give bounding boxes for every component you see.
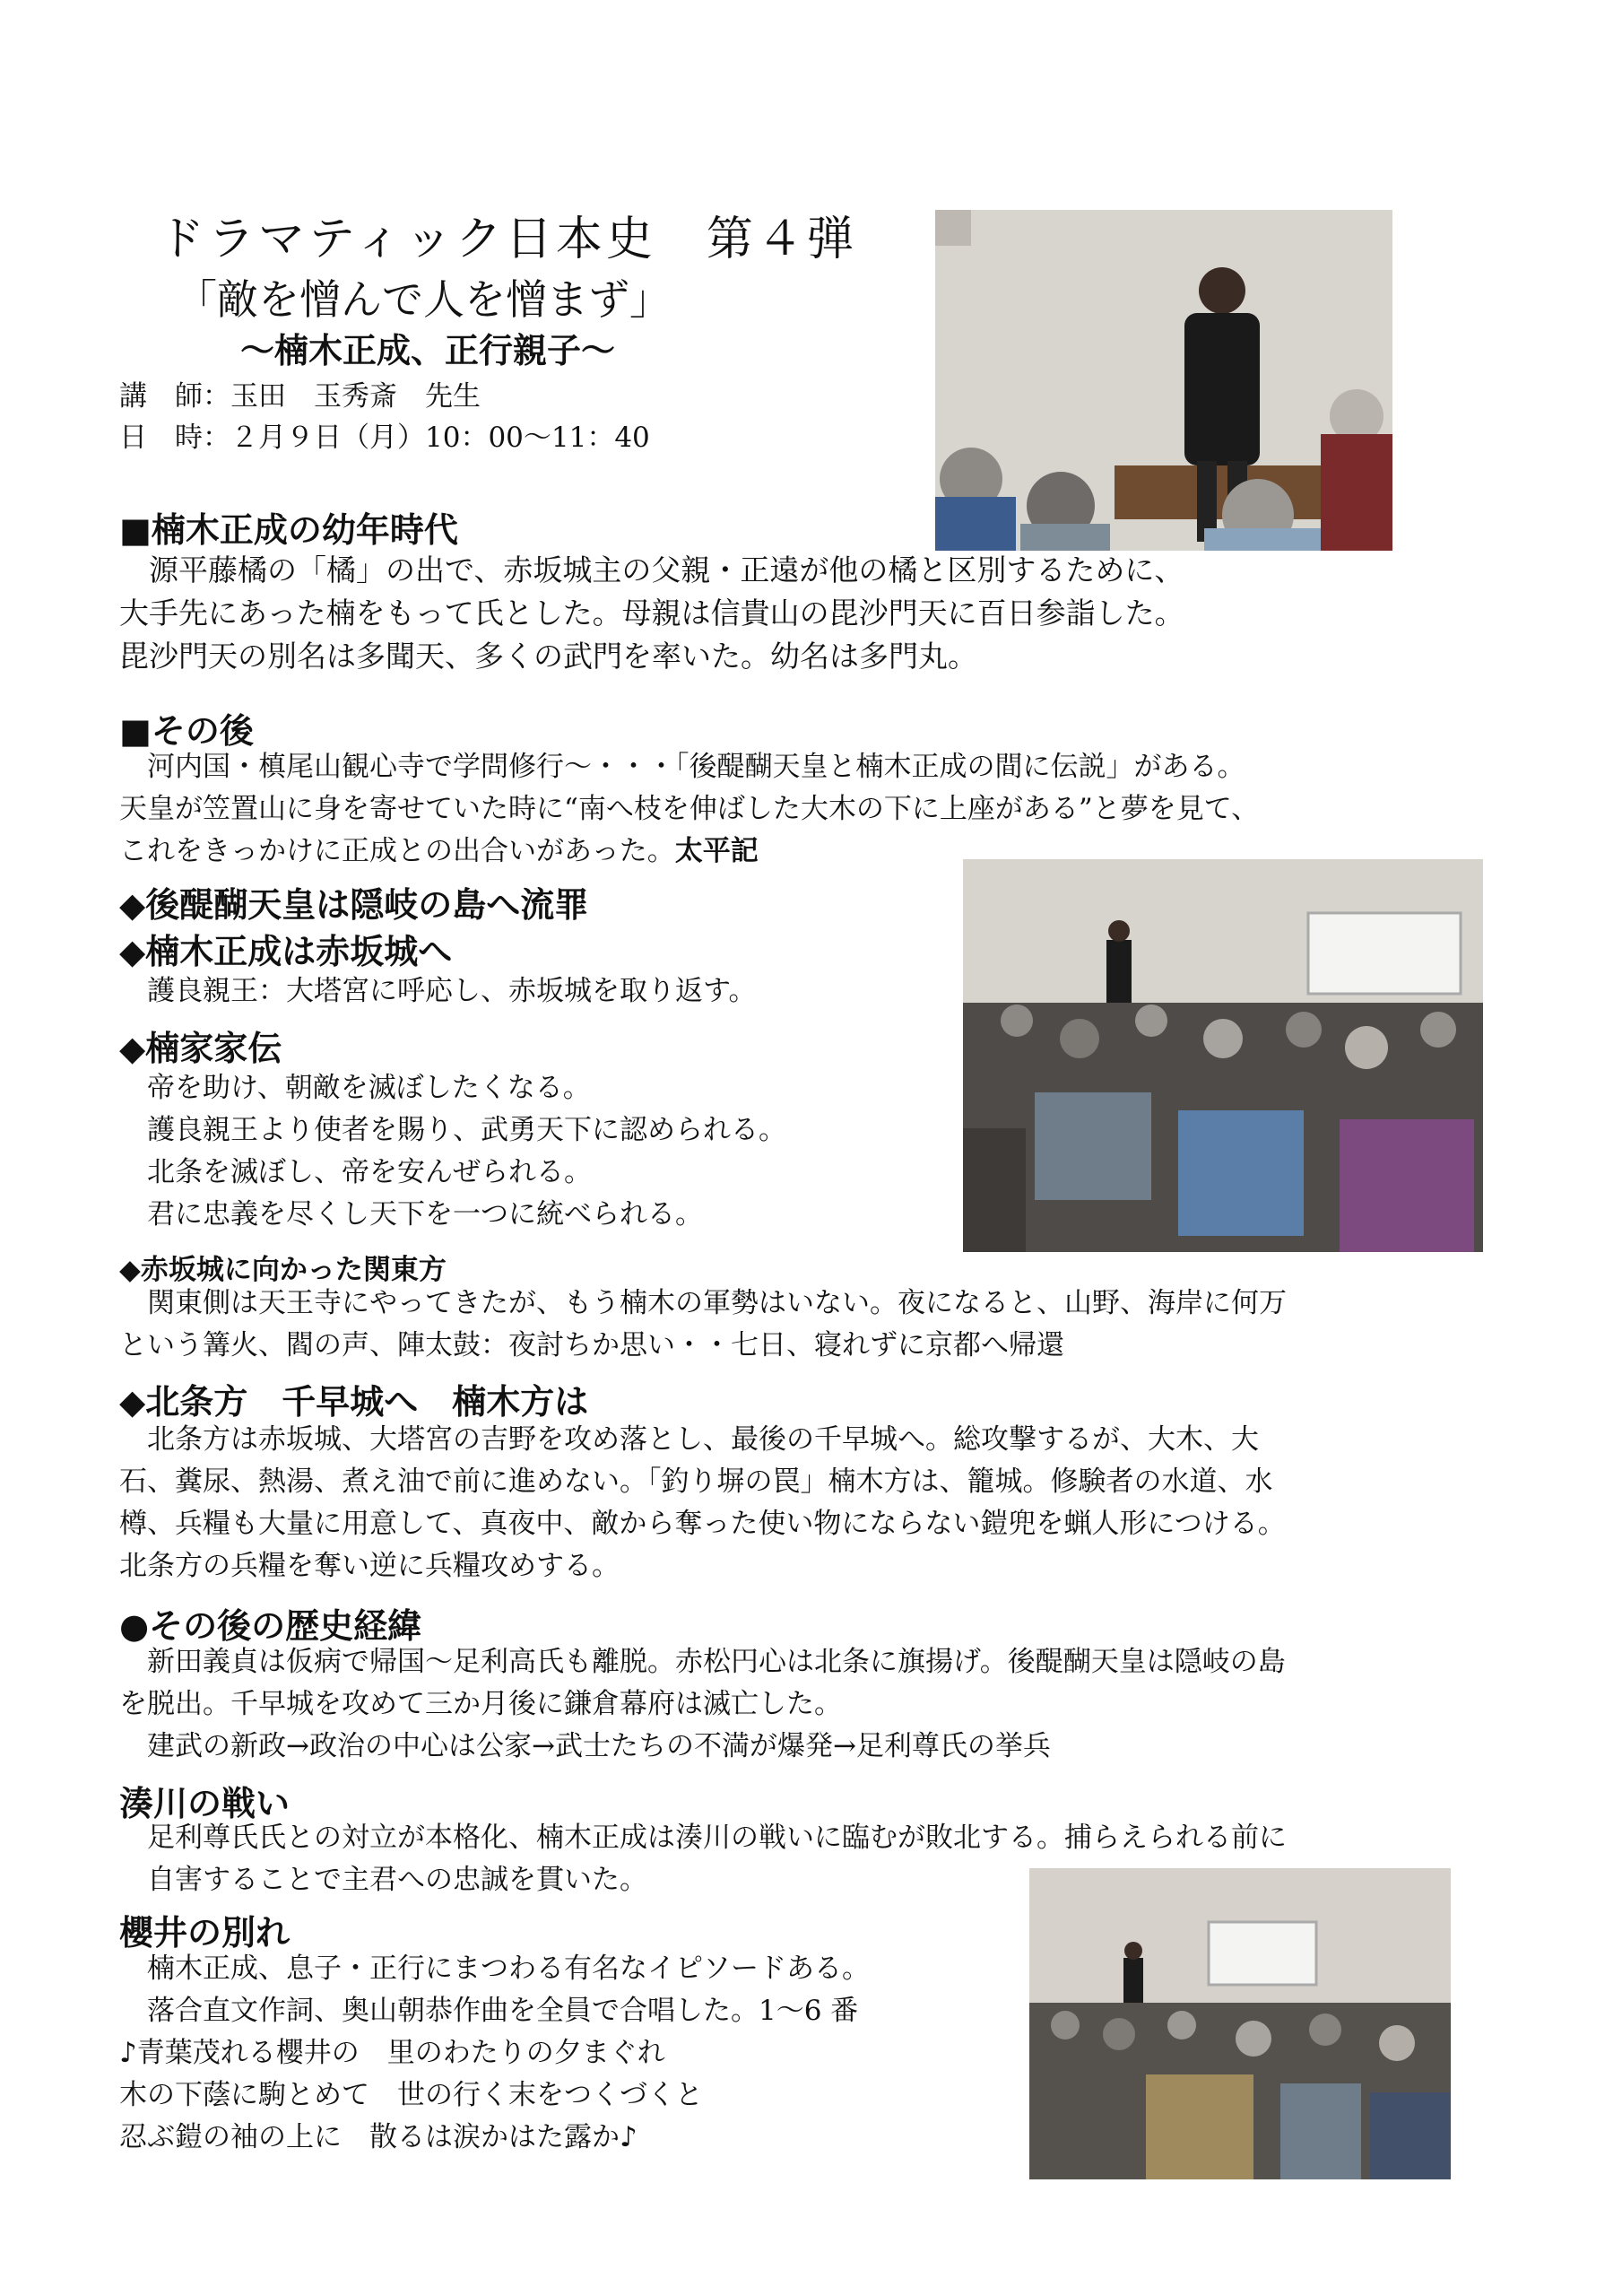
song-lyric-line: 木の下蔭に駒とめて 世の行く末をつくづくと	[119, 2079, 703, 2111]
lecturer-info: 講 師：玉田 玉秀斎 先生	[119, 380, 481, 413]
section-heading-akasaka: ◆楠木正成は赤坂城へ	[119, 932, 453, 971]
text-line: 樽、兵糧も大量に用意して、真夜中、敵から奪った使い物にならない鎧兜を蝋人形につける。	[119, 1508, 1286, 1540]
section-heading-chihaya: ◆北条方 千早城へ 楠木方は	[119, 1382, 589, 1422]
lecture-photo-audience	[963, 859, 1483, 1252]
section-body-akasaka	[119, 970, 757, 1013]
section-heading-minatogawa: 湊川の戦い	[119, 1784, 291, 1823]
section-heading-exile: ◆後醍醐天皇は隠岐の島へ流罪	[119, 885, 589, 925]
text-line: 落合直文作詞、奥山朝恭作曲を全員で合唱した。1～6 番	[119, 1995, 859, 2027]
source-note: 太平記	[674, 835, 759, 867]
section-body-history	[119, 1641, 1286, 1768]
section-body-chihaya	[119, 1419, 1286, 1587]
section-body-sakurai	[119, 1948, 870, 2159]
text-line: 大手先にあった楠をもって氏とした。母親は信貴山の毘沙門天に百日参詣した。	[119, 596, 1184, 631]
text-line: 建武の新政→政治の中心は公家→武士たちの不満が爆発→足利尊氏の挙兵	[119, 1730, 1051, 1762]
section-body-minatogawa	[119, 1817, 1287, 1901]
section-heading-sakurai: 櫻井の別れ	[119, 1913, 291, 1952]
text-line: という篝火、閻の声、陣太鼓：夜討ちか思い・・七日、寝れずに京都へ帰還	[119, 1329, 1064, 1361]
section-body-afterwards	[119, 746, 1259, 873]
section-body-kanto	[119, 1283, 1287, 1367]
section-heading-family-lore: ◆楠家家伝	[119, 1029, 282, 1068]
text-line: 北条方の兵糧を奪い逆に兵糧攻めする。	[119, 1550, 620, 1582]
text-line: 楠木正成、息子・正行にまつわる有名なイピソードある。	[119, 1952, 870, 1985]
text-line: 足利尊氏氏との対立が本格化、楠木正成は湊川の戦いに臨むが敗北する。捕らえられる前に	[119, 1822, 1287, 1854]
text-line: 毘沙門天の別名は多聞天、多くの武門を率いた。幼名は多門丸。	[119, 639, 977, 674]
song-lyric-line: 忍ぶ鎧の袖の上に 散るは涙かはた露か♪	[119, 2121, 638, 2153]
sub-subtitle: ～楠木正成、正行親子～	[240, 331, 616, 370]
section-heading-childhood: ■楠木正成の幼年時代	[119, 510, 458, 550]
text-line: 新田義貞は仮病で帰国～足利高氏も離脱。赤松円心は北条に旗揚げ。後醍醐天皇は隠岐の島	[119, 1646, 1286, 1678]
text-line: 源平藤橘の「橘」の出で、赤坂城主の父親・正遠が他の橘と区別するために、	[119, 552, 1184, 587]
text-line: 関東側は天王寺にやってきたが、もう楠木の軍勢はいない。夜になると、山野、海岸に何万	[119, 1287, 1287, 1319]
text-line: 石、糞尿、熱湯、煮え油で前に進めない。「釣り塀の罠」楠木方は、籠城。修験者の水道、水	[119, 1465, 1273, 1498]
text-line: 北条を滅ぼし、帝を安んぜられる。	[119, 1156, 592, 1188]
page-title: ドラマティック日本史 第４弾	[158, 213, 857, 266]
section-body-childhood	[119, 549, 1184, 678]
text-line: を脱出。千早城を攻めて三か月後に鎌倉幕府は滅亡した。	[119, 1688, 842, 1720]
text-line: 帝を助け、朝敵を滅ぼしたくなる。	[119, 1072, 591, 1104]
text-line: 河内国・槙尾山観心寺で学問修行～・・・「後醍醐天皇と楠木正成の間に伝説」がある。	[119, 751, 1245, 783]
text-line-body: これをきっかけに正成との出合いがあった。	[119, 835, 675, 867]
song-lyric-line: ♪青葉茂れる櫻井の 里のわたりの夕まぐれ	[119, 2037, 665, 2069]
section-heading-history: ●その後の歴史経緯	[119, 1606, 422, 1646]
text-line: 護良親王：大塔宮に呼応し、赤坂城を取り返す。	[119, 975, 757, 1007]
text-line	[119, 831, 1259, 873]
subtitle: 「敵を憎んで人を憎まず」	[176, 275, 671, 324]
section-heading-kanto: ◆赤坂城に向かった関東方	[119, 1254, 447, 1286]
text-line: 北条方は赤坂城、大塔宮の吉野を攻め落とし、最後の千早城へ。総攻撃するが、大木、大	[119, 1423, 1259, 1456]
text-line: 君に忠義を尽くし天下を一つに統べられる。	[119, 1198, 703, 1231]
text-line: 自害することで主君への忠誠を貫いた。	[119, 1864, 647, 1896]
text-line: 護良親王より使者を賜り、武勇天下に認められる。	[119, 1114, 786, 1146]
section-body-family-lore	[119, 1067, 786, 1236]
datetime-info: 日 時：２月９日（月）10：00～11：40	[119, 422, 650, 454]
lecture-photo-chorus	[1029, 1868, 1451, 2179]
lecture-photo-speaker	[935, 210, 1392, 551]
text-line: 天皇が笠置山に身を寄せていた時に“南へ枝を伸ばした大木の下に上座がある”と夢を見て、	[119, 793, 1260, 825]
section-heading-afterwards: ■その後	[119, 711, 254, 751]
